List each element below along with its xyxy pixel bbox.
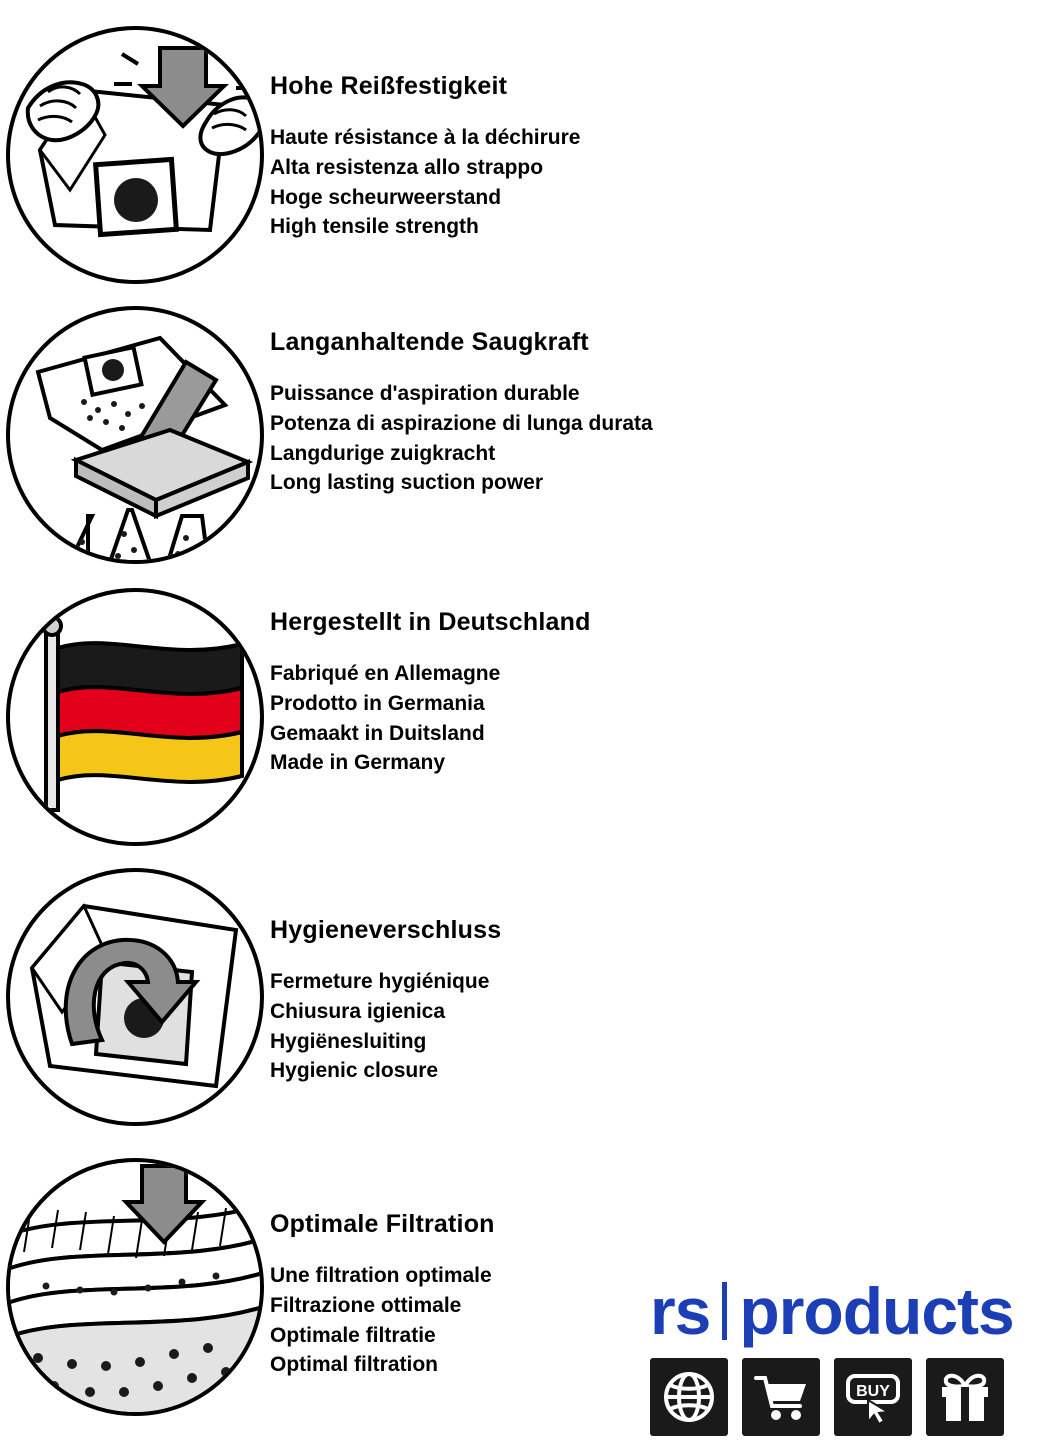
feature-line-nl: Gemaakt in Duitsland — [270, 721, 485, 745]
feature-text — [270, 1158, 495, 1380]
icon-wrap — [0, 868, 270, 1126]
brand-block — [650, 1274, 1030, 1436]
feature-line-nl: Hoge scheurweerstand — [270, 185, 502, 209]
feature-line-it: Filtrazione ottimale — [270, 1293, 462, 1317]
feature-title: Hergestellt in Deutschland — [270, 608, 591, 636]
feature-text — [270, 26, 580, 242]
feature-title: Langanhaltende Saugkraft — [270, 328, 589, 356]
feature-line-it: Chiusura igienica — [270, 999, 446, 1023]
feature-line-it: Potenza di aspirazione di lunga durata — [270, 411, 653, 435]
brand-icon-row — [650, 1358, 1030, 1436]
vacuum-bag-tear-icon — [6, 26, 264, 284]
feature-line-it: Prodotto in Germania — [270, 691, 485, 715]
feature-line-fr: Puissance d'aspiration durable — [270, 382, 580, 405]
feature-line-fr: Fermeture hygiénique — [270, 970, 490, 993]
icon-wrap — [0, 306, 270, 564]
feature-line-fr: Fabriqué en Allemagne — [270, 662, 501, 685]
icon-wrap — [0, 26, 270, 284]
icon-wrap — [0, 588, 270, 846]
feature-line-en: Made in Germany — [270, 751, 446, 775]
feature-text — [270, 588, 591, 778]
feature-line-en: High tensile strength — [270, 215, 479, 239]
icon-wrap — [0, 1158, 270, 1416]
feature-row — [0, 26, 1040, 284]
feature-line-nl: Optimale filtratie — [270, 1323, 436, 1347]
vacuum-nozzle-suction-icon — [6, 306, 264, 564]
feature-text — [270, 868, 501, 1086]
feature-text — [270, 306, 653, 498]
feature-line-nl: Langdurige zuigkracht — [270, 441, 496, 465]
german-flag-icon — [6, 588, 264, 846]
feature-line-fr: Une filtration optimale — [270, 1264, 492, 1287]
brand-name-part2: products — [739, 1274, 1014, 1348]
feature-row — [0, 868, 1040, 1126]
brand-divider — [722, 1282, 727, 1340]
feature-title: Hohe Reißfestigkeit — [270, 72, 508, 100]
globe-icon[interactable] — [650, 1358, 728, 1436]
shopping-cart-icon[interactable] — [742, 1358, 820, 1436]
feature-title: Hygieneverschluss — [270, 916, 502, 944]
feature-title: Optimale Filtration — [270, 1210, 495, 1238]
feature-line-en: Hygienic closure — [270, 1059, 439, 1083]
feature-line-it: Alta resistenza allo strappo — [270, 155, 544, 179]
feature-line-en: Optimal filtration — [270, 1353, 438, 1377]
feature-line-fr: Haute résistance à la déchirure — [270, 126, 581, 149]
filter-layers-icon — [6, 1158, 264, 1416]
hygienic-closure-icon — [6, 868, 264, 1126]
brand-logo — [650, 1274, 1030, 1348]
feature-line-nl: Hygiënesluiting — [270, 1029, 427, 1053]
gift-box-icon[interactable] — [926, 1358, 1004, 1436]
brand-name-part1: rs — [650, 1274, 711, 1348]
feature-row — [0, 306, 1040, 564]
feature-line-en: Long lasting suction power — [270, 471, 543, 495]
feature-row — [0, 588, 1040, 846]
buy-button-icon[interactable] — [834, 1358, 912, 1436]
svg-text:BUY: BUY — [856, 1383, 890, 1400]
